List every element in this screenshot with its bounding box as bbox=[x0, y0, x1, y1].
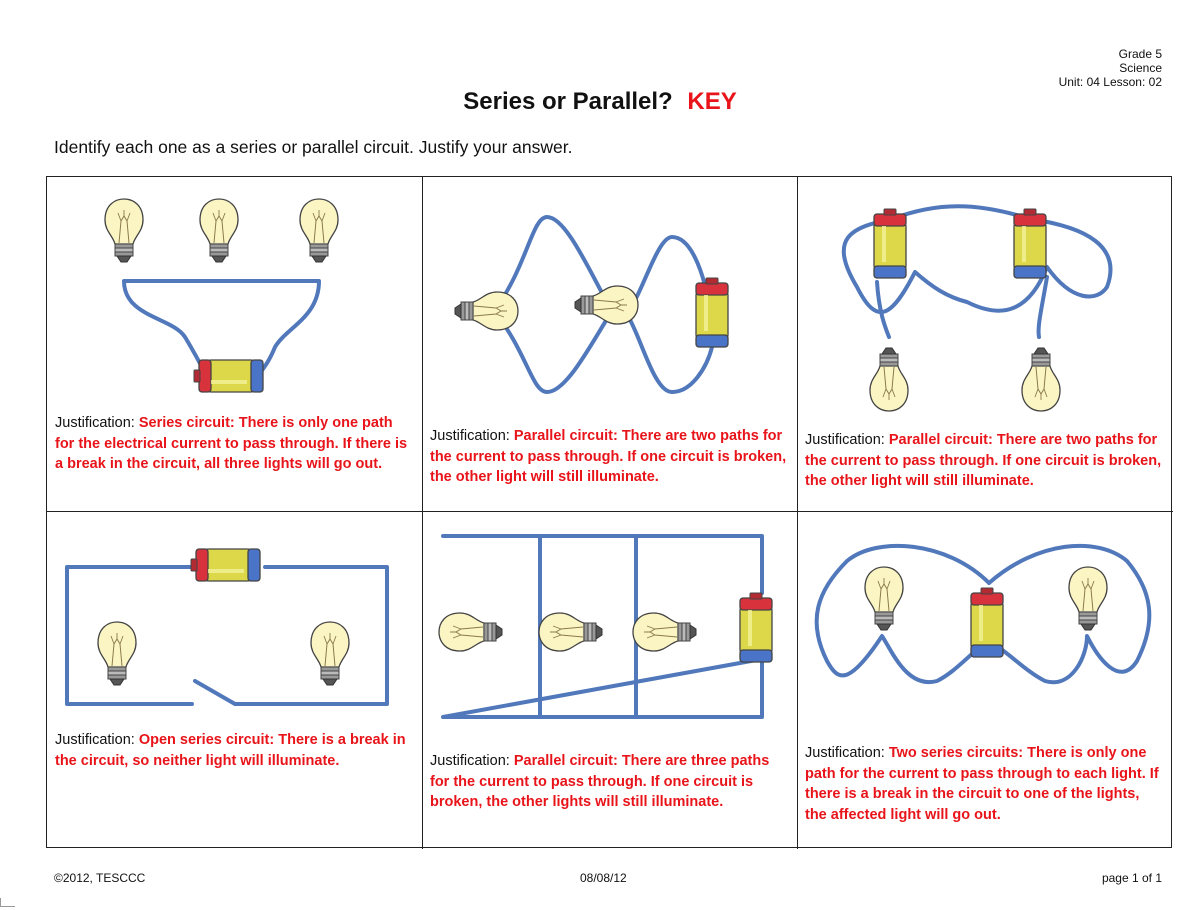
light-bulb-icon bbox=[105, 199, 143, 262]
justification-label: Justification: bbox=[55, 732, 135, 748]
light-bulb-icon bbox=[311, 622, 349, 685]
circuit-cell-2 bbox=[422, 177, 797, 511]
light-bulb-icon bbox=[865, 567, 903, 630]
justification-answer: Series circuit: There is only one path for the electrical current to pass through. If there is a break in the circuit, all three lights will go out. bbox=[55, 415, 408, 472]
justification-label: Justification: bbox=[805, 432, 885, 448]
justification-5 bbox=[430, 751, 789, 813]
subject-label: Science bbox=[1119, 61, 1162, 75]
header-info bbox=[1059, 47, 1162, 89]
circuit-cell-3 bbox=[797, 177, 1173, 511]
justification-label: Justification: bbox=[430, 753, 510, 769]
circuit-grid bbox=[46, 176, 1172, 848]
battery-icon bbox=[194, 360, 263, 392]
battery-icon bbox=[874, 209, 906, 278]
justification-answer: Parallel circuit: There are two paths for the current to pass through. If one circuit is broken, the other light will still illuminate. bbox=[430, 428, 787, 485]
circuit-cell-5 bbox=[422, 511, 797, 849]
light-bulb-icon bbox=[539, 613, 602, 651]
battery-icon bbox=[740, 593, 772, 662]
justification-3 bbox=[805, 430, 1165, 492]
light-bulb-icon bbox=[575, 286, 638, 324]
justification-answer: Parallel circuit: There are three paths for the current to pass through. If one circuit is broken, the other lights will still illuminate. bbox=[430, 753, 770, 810]
justification-1 bbox=[55, 413, 414, 475]
light-bulb-icon bbox=[1022, 348, 1060, 411]
grade-label: Grade 5 bbox=[1118, 47, 1162, 61]
footer-date: 08/08/12 bbox=[580, 871, 627, 885]
unit-lesson-label: Unit: 04 Lesson: 02 bbox=[1058, 75, 1162, 89]
justification-answer: Two series circuits: There is only one path for the current to pass through to each light. If there is a break in the circuit to one of the lights, the affected light will go out. bbox=[805, 745, 1159, 823]
light-bulb-icon bbox=[439, 613, 502, 651]
light-bulb-icon bbox=[300, 199, 338, 262]
justification-label: Justification: bbox=[805, 745, 885, 761]
light-bulb-icon bbox=[455, 292, 518, 330]
battery-icon bbox=[1014, 209, 1046, 278]
light-bulb-icon bbox=[98, 622, 136, 685]
justification-answer: Parallel circuit: There are two paths for the current to pass through. If one circuit is broken, the other light will still illuminate. bbox=[805, 432, 1162, 489]
title-key: KEY bbox=[687, 88, 737, 115]
battery-icon bbox=[971, 588, 1003, 657]
battery-icon bbox=[191, 549, 260, 581]
circuit-diagram-4 bbox=[47, 511, 422, 849]
light-bulb-icon bbox=[633, 613, 696, 651]
light-bulb-icon bbox=[870, 348, 908, 411]
footer-copyright: ©2012, TESCCC bbox=[54, 871, 146, 885]
page-title bbox=[0, 88, 1200, 116]
light-bulb-icon bbox=[1069, 567, 1107, 630]
justification-6 bbox=[805, 743, 1165, 825]
corner-mark bbox=[0, 898, 15, 907]
battery-icon bbox=[696, 278, 728, 347]
light-bulb-icon bbox=[200, 199, 238, 262]
circuit-cell-6 bbox=[797, 511, 1173, 849]
circuit-cell-1 bbox=[47, 177, 422, 511]
justification-2 bbox=[430, 426, 789, 488]
justification-4 bbox=[55, 730, 414, 771]
footer-page: page 1 of 1 bbox=[1101, 871, 1162, 885]
justification-answer: Open series circuit: There is a break in the circuit, so neither light will illuminate. bbox=[55, 732, 406, 769]
justification-label: Justification: bbox=[55, 415, 135, 431]
circuit-cell-4 bbox=[47, 511, 422, 849]
instructions: Identify each one as a series or parallel circuit. Justify your answer. bbox=[54, 137, 573, 157]
title-main: Series or Parallel? bbox=[463, 88, 673, 115]
justification-label: Justification: bbox=[430, 428, 510, 444]
